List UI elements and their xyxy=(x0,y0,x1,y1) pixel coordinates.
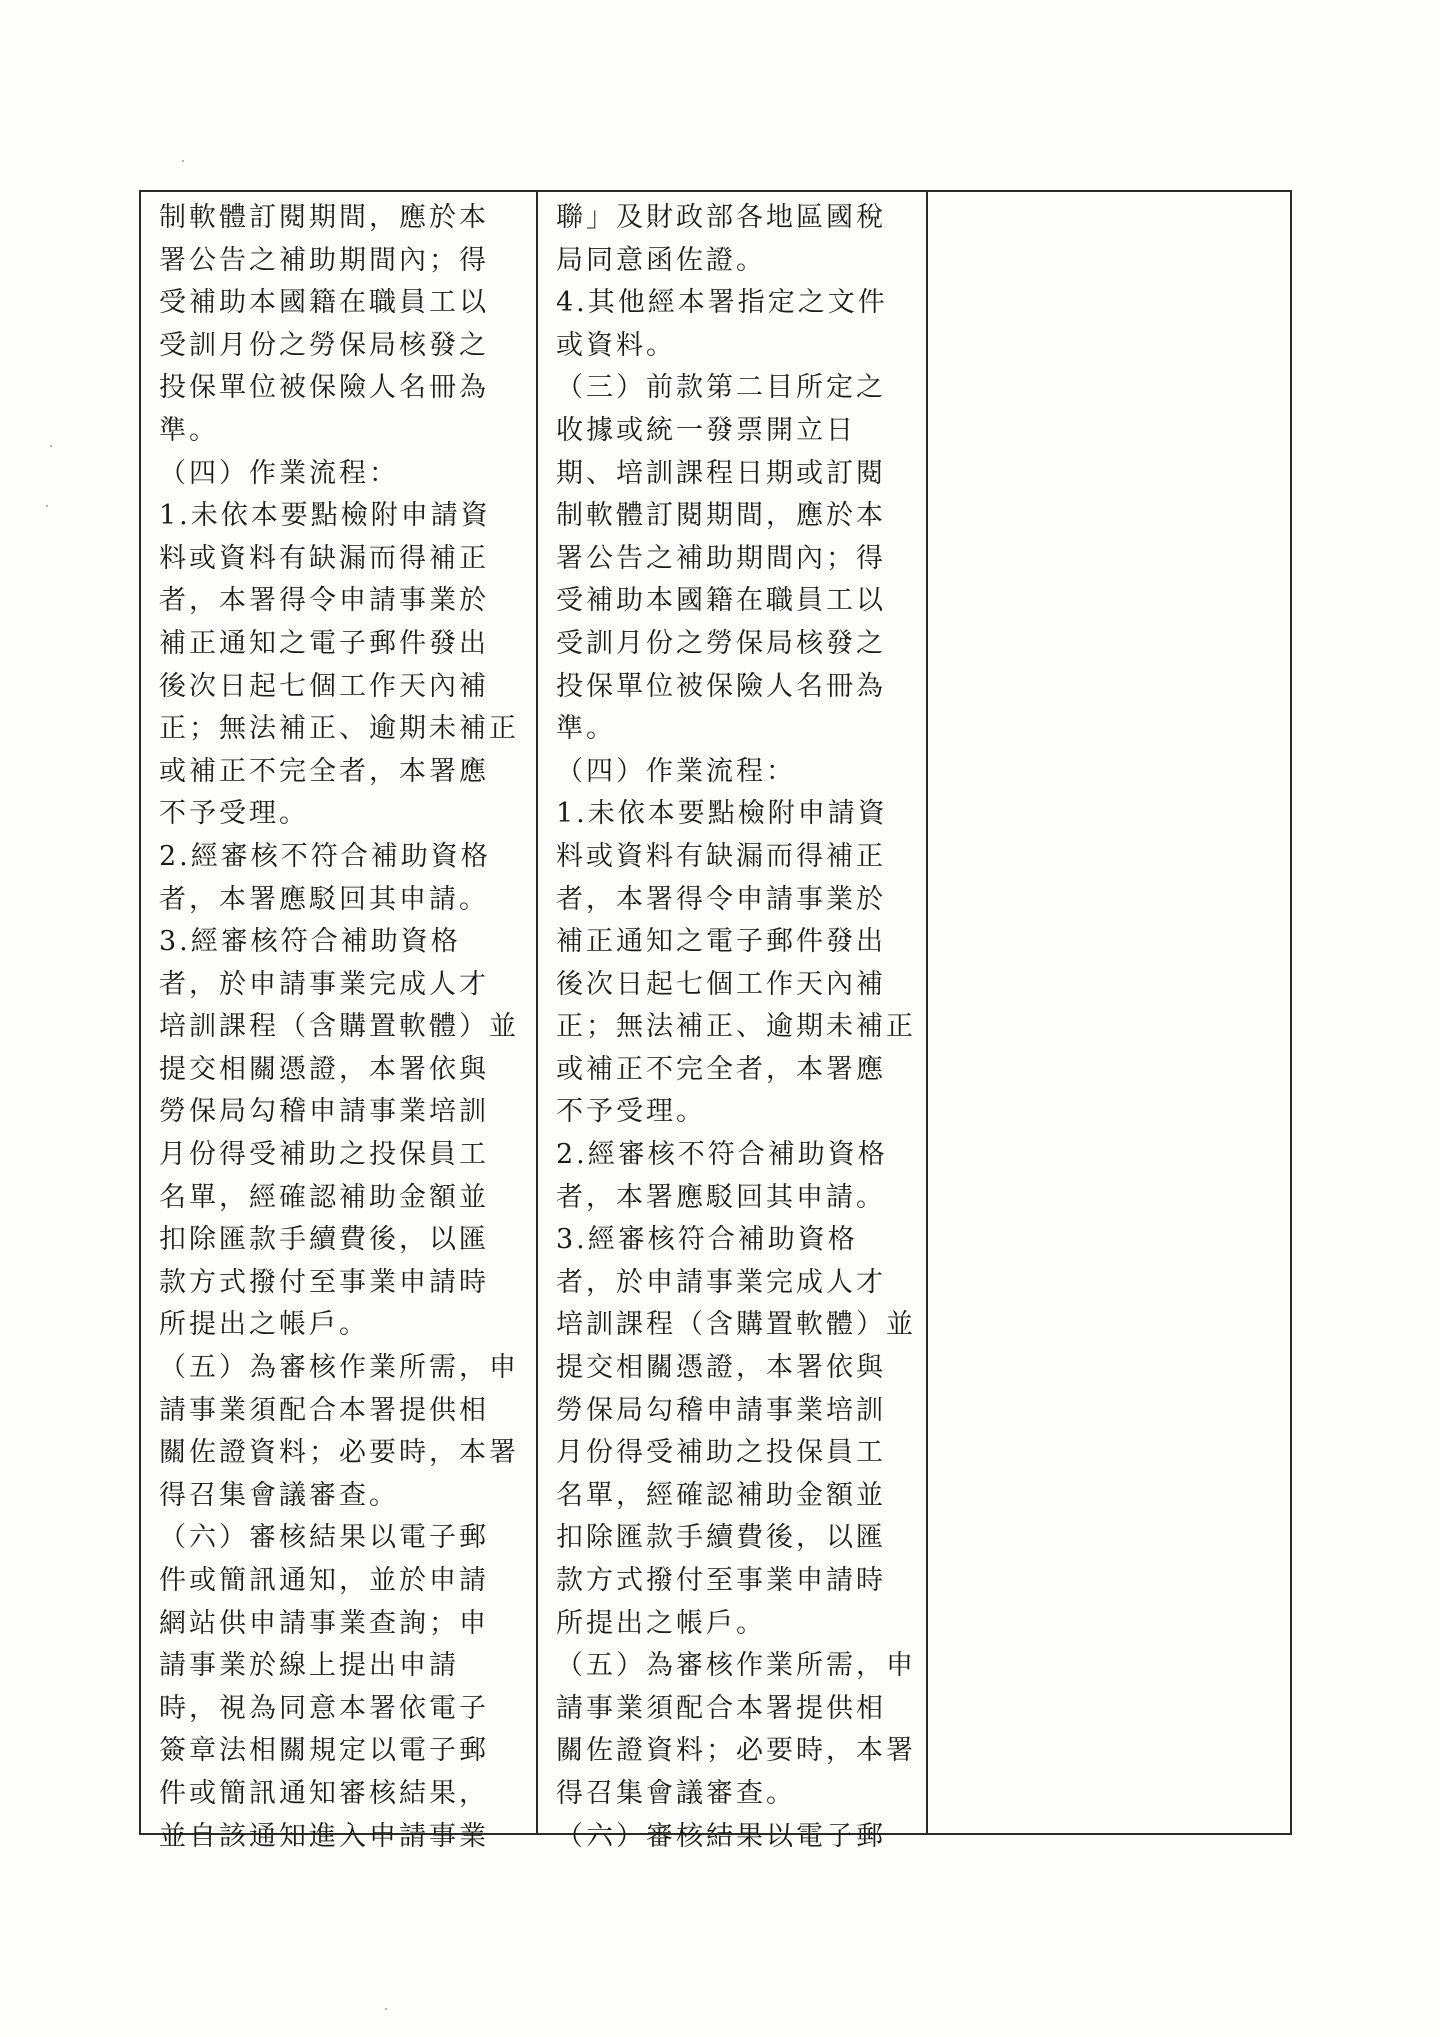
text-line: 件或簡訊通知，並於申請 xyxy=(159,1565,489,1596)
text-line: 關佐證資料；必要時，本署 xyxy=(159,1437,519,1469)
text-line: 所提出之帳戶。 xyxy=(159,1309,369,1341)
text-line: 2.經審核不符合補助資格 xyxy=(556,1139,888,1171)
text-line: 時，視為同意本署依電子 xyxy=(159,1692,489,1724)
text-line: 制軟體訂閱期間，應於本 xyxy=(159,202,489,233)
text-line: 制軟體訂閱期間，應於本 xyxy=(556,500,886,532)
text-line: 培訓課程（含購置軟體）並 xyxy=(159,1011,519,1043)
text-line: 扣除匯款手續費後，以匯 xyxy=(556,1522,886,1554)
text-line: 準。 xyxy=(159,414,219,446)
text-line: （六）審核結果以電子郵 xyxy=(159,1522,489,1554)
text-line: 勞保局勾稽申請事業培訓 xyxy=(159,1096,489,1128)
text-line: 後次日起七個工作天內補 xyxy=(556,968,886,1000)
text-line: 不予受理。 xyxy=(159,798,309,830)
text-line: 受訓月份之勞保局核發之 xyxy=(556,627,886,659)
text-line: 後次日起七個工作天內補 xyxy=(159,670,489,702)
text-line: 受補助本國籍在職員工以 xyxy=(159,287,489,319)
text-line: 局同意函佐證。 xyxy=(556,244,766,276)
text-line: 補正通知之電子郵件發出 xyxy=(159,627,489,659)
text-line: 所提出之帳戶。 xyxy=(556,1607,766,1639)
text-line: 料或資料有缺漏而得補正 xyxy=(556,840,886,872)
text-line: 3.經審核符合補助資格 xyxy=(556,1224,858,1256)
text-line: 受補助本國籍在職員工以 xyxy=(556,585,886,617)
text-line: 得召集會議審查。 xyxy=(556,1777,796,1809)
text-line: 料或資料有缺漏而得補正 xyxy=(159,542,489,574)
scan-speck xyxy=(46,505,48,507)
text-line: 期、培訓課程日期或訂閱 xyxy=(556,457,886,489)
text-line: 署公告之補助期間內；得 xyxy=(556,542,886,574)
text-line: 款方式撥付至事業申請時 xyxy=(159,1266,489,1298)
text-line: （四）作業流程： xyxy=(556,755,796,787)
text-line: 4.其他經本署指定之文件 xyxy=(556,287,888,319)
text-line: 月份得受補助之投保員工 xyxy=(159,1139,489,1171)
text-line: 並自該通知進入申請事業 xyxy=(159,1820,489,1852)
text-line: 或補正不完全者，本署應 xyxy=(159,755,489,787)
text-line: 月份得受補助之投保員工 xyxy=(556,1437,886,1469)
text-line: 不予受理。 xyxy=(556,1096,706,1128)
text-line: 投保單位被保險人名冊為 xyxy=(556,670,886,702)
text-line: 提交相關憑證，本署依與 xyxy=(159,1053,489,1085)
text-line: 名單，經確認補助金額並 xyxy=(556,1479,886,1511)
text-line: 正；無法補正、逾期未補正 xyxy=(159,713,519,745)
text-line: （三）前款第二目所定之 xyxy=(556,372,886,404)
text-line: 1.未依本要點檢附申請資 xyxy=(556,798,888,830)
column-amended-text xyxy=(141,192,536,1852)
text-line: 扣除匯款手續費後，以匯 xyxy=(159,1224,489,1256)
text-line: 者，本署應駁回其申請。 xyxy=(556,1181,886,1213)
text-line: 或補正不完全者，本署應 xyxy=(556,1053,886,1085)
text-line: 補正通知之電子郵件發出 xyxy=(556,926,886,958)
text-line: 件或簡訊通知審核結果， xyxy=(159,1777,489,1809)
text-line: 者，本署得令申請事業於 xyxy=(556,883,886,915)
text-line: 請事業於線上提出申請 xyxy=(159,1650,459,1682)
scan-speck xyxy=(385,2008,387,2010)
text-line: 簽章法相關規定以電子郵 xyxy=(159,1735,489,1767)
scan-speck xyxy=(182,160,184,162)
text-line: 準。 xyxy=(556,713,616,745)
text-line: 名單，經確認補助金額並 xyxy=(159,1181,489,1213)
text-line: 勞保局勾稽申請事業培訓 xyxy=(556,1394,886,1426)
column-explanation xyxy=(926,192,1290,1833)
text-line: 款方式撥付至事業申請時 xyxy=(556,1565,886,1596)
text-line: 1.未依本要點檢附申請資 xyxy=(159,500,491,532)
text-line: 請事業須配合本署提供相 xyxy=(556,1692,886,1724)
text-line: 提交相關憑證，本署依與 xyxy=(556,1352,886,1384)
text-line: 者，本署應駁回其申請。 xyxy=(159,883,489,915)
text-line: 2.經審核不符合補助資格 xyxy=(159,840,491,872)
text-line: 者，於申請事業完成人才 xyxy=(159,968,489,1000)
text-line: 正；無法補正、逾期未補正 xyxy=(556,1011,916,1043)
text-line: 受訓月份之勞保局核發之 xyxy=(159,329,489,361)
regulation-comparison-table xyxy=(139,190,1292,1852)
text-line: 或資料。 xyxy=(556,329,676,361)
text-line: （五）為審核作業所需，申 xyxy=(159,1352,519,1384)
scan-speck xyxy=(50,445,52,447)
text-line: （四）作業流程： xyxy=(159,457,399,489)
text-line: 投保單位被保險人名冊為 xyxy=(159,372,489,404)
column-current-text xyxy=(536,192,926,1852)
text-line: 3.經審核符合補助資格 xyxy=(159,926,461,958)
text-line: 者，本署得令申請事業於 xyxy=(159,585,489,617)
text-line: （六）審核結果以電子郵 xyxy=(556,1820,886,1852)
text-line: 收據或統一發票開立日 xyxy=(556,414,856,446)
text-line: 聯」及財政部各地區國稅 xyxy=(556,202,886,233)
text-line: （五）為審核作業所需，申 xyxy=(556,1650,916,1682)
text-line: 關佐證資料；必要時，本署 xyxy=(556,1735,916,1767)
text-line: 網站供申請事業查詢；申 xyxy=(159,1607,489,1639)
text-line: 培訓課程（含購置軟體）並 xyxy=(556,1309,916,1341)
text-line: 者，於申請事業完成人才 xyxy=(556,1266,886,1298)
text-line: 請事業須配合本署提供相 xyxy=(159,1394,489,1426)
text-line: 署公告之補助期間內；得 xyxy=(159,244,489,276)
text-line: 得召集會議審查。 xyxy=(159,1479,399,1511)
